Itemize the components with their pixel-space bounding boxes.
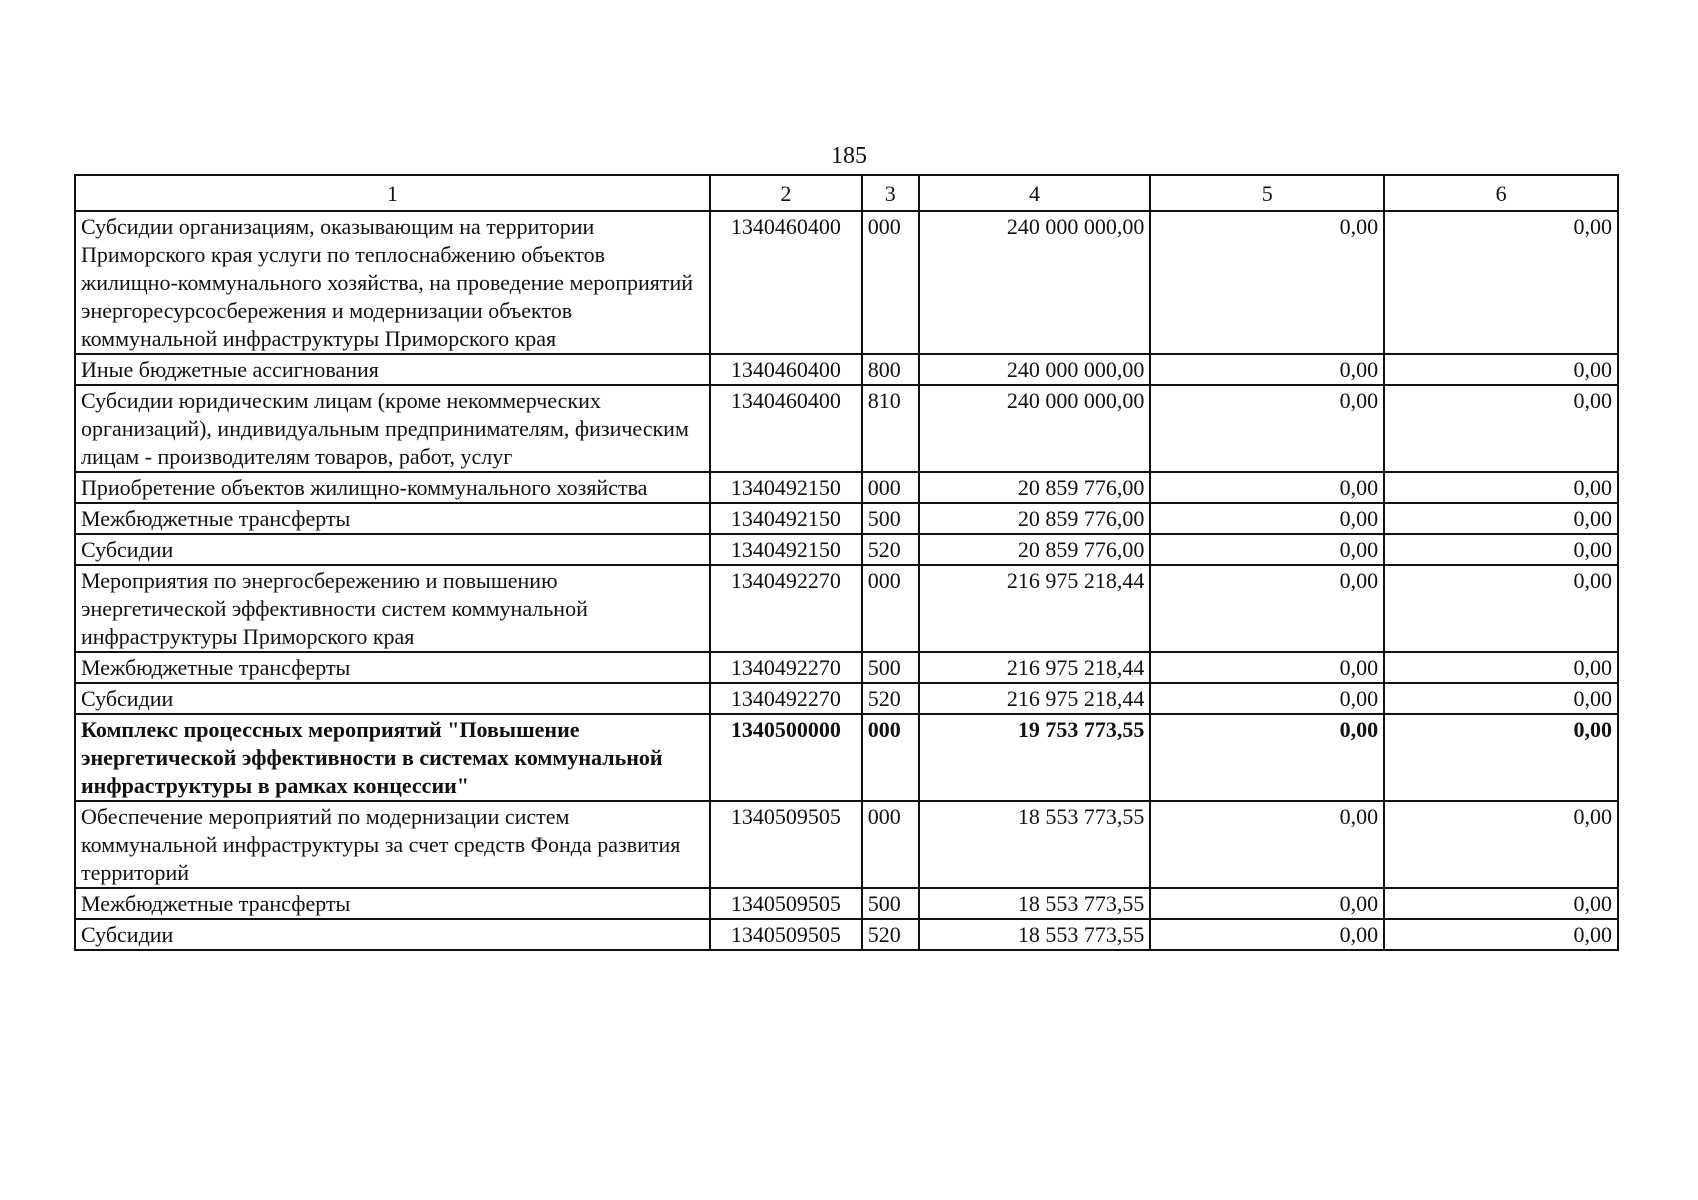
amount-col6-cell: 0,00 (1384, 534, 1618, 565)
amount-col4-cell: 240 000 000,00 (919, 211, 1151, 354)
amount-col6-cell: 0,00 (1384, 565, 1618, 652)
expense-type-cell: 000 (862, 801, 919, 888)
row-name-cell: Субсидии (75, 919, 710, 950)
row-name-cell: Межбюджетные трансферты (75, 503, 710, 534)
target-code-cell: 1340500000 (710, 714, 862, 801)
expense-type-cell: 500 (862, 652, 919, 683)
target-code-cell: 1340492270 (710, 565, 862, 652)
column-header-5: 5 (1150, 175, 1384, 211)
row-name-cell: Межбюджетные трансферты (75, 652, 710, 683)
table-body (75, 211, 1618, 950)
table-row (75, 385, 1618, 472)
amount-col4-cell: 240 000 000,00 (919, 385, 1151, 472)
column-header-6: 6 (1384, 175, 1618, 211)
amount-col4-cell: 18 553 773,55 (919, 801, 1151, 888)
amount-col5-cell: 0,00 (1150, 385, 1384, 472)
target-code-cell: 1340492150 (710, 472, 862, 503)
amount-col4-cell: 216 975 218,44 (919, 683, 1151, 714)
row-name-cell: Иные бюджетные ассигнования (75, 354, 710, 385)
column-header-4: 4 (919, 175, 1151, 211)
amount-col4-cell: 216 975 218,44 (919, 565, 1151, 652)
expense-type-cell: 500 (862, 888, 919, 919)
row-name-cell: Мероприятия по энергосбережению и повышению энергетической эффективности систем коммунальной инфраструктуры Приморского края (75, 565, 710, 652)
column-header-3: 3 (862, 175, 919, 211)
target-code-cell: 1340460400 (710, 354, 862, 385)
table-row (75, 534, 1618, 565)
table-header-row (75, 175, 1618, 211)
expense-type-cell: 000 (862, 565, 919, 652)
table-row (75, 503, 1618, 534)
expense-type-cell: 000 (862, 472, 919, 503)
amount-col4-cell: 240 000 000,00 (919, 354, 1151, 385)
amount-col5-cell: 0,00 (1150, 565, 1384, 652)
amount-col6-cell: 0,00 (1384, 385, 1618, 472)
amount-col6-cell: 0,00 (1384, 503, 1618, 534)
row-name-cell: Субсидии (75, 683, 710, 714)
amount-col5-cell: 0,00 (1150, 683, 1384, 714)
target-code-cell: 1340509505 (710, 888, 862, 919)
expense-type-cell: 810 (862, 385, 919, 472)
expense-type-cell: 800 (862, 354, 919, 385)
amount-col4-cell: 20 859 776,00 (919, 534, 1151, 565)
target-code-cell: 1340492150 (710, 534, 862, 565)
amount-col4-cell: 19 753 773,55 (919, 714, 1151, 801)
expense-type-cell: 520 (862, 534, 919, 565)
amount-col5-cell: 0,00 (1150, 503, 1384, 534)
row-name-cell: Приобретение объектов жилищно-коммунального хозяйства (75, 472, 710, 503)
table-row (75, 888, 1618, 919)
column-header-1: 1 (75, 175, 710, 211)
expense-type-cell: 000 (862, 714, 919, 801)
table-row (75, 565, 1618, 652)
table-row (75, 652, 1618, 683)
row-name-cell: Комплекс процессных мероприятий "Повышение энергетической эффективности в системах коммунальной инфраструктуры в рамках концессии" (75, 714, 710, 801)
amount-col6-cell: 0,00 (1384, 354, 1618, 385)
target-code-cell: 1340492270 (710, 683, 862, 714)
amount-col5-cell: 0,00 (1150, 472, 1384, 503)
target-code-cell: 1340492150 (710, 503, 862, 534)
budget-table (74, 174, 1619, 951)
table-row (75, 919, 1618, 950)
amount-col6-cell: 0,00 (1384, 714, 1618, 801)
table-row (75, 801, 1618, 888)
expense-type-cell: 500 (862, 503, 919, 534)
amount-col5-cell: 0,00 (1150, 534, 1384, 565)
amount-col5-cell: 0,00 (1150, 888, 1384, 919)
amount-col6-cell: 0,00 (1384, 801, 1618, 888)
row-name-cell: Обеспечение мероприятий по модернизации систем коммунальной инфраструктуры за счет средств Фонда развития территорий (75, 801, 710, 888)
target-code-cell: 1340460400 (710, 385, 862, 472)
amount-col4-cell: 18 553 773,55 (919, 919, 1151, 950)
table-row (75, 211, 1618, 354)
amount-col6-cell: 0,00 (1384, 919, 1618, 950)
target-code-cell: 1340460400 (710, 211, 862, 354)
amount-col4-cell: 18 553 773,55 (919, 888, 1151, 919)
page-number: 185 (831, 143, 867, 169)
amount-col5-cell: 0,00 (1150, 211, 1384, 354)
amount-col6-cell: 0,00 (1384, 683, 1618, 714)
table-row (75, 354, 1618, 385)
target-code-cell: 1340509505 (710, 801, 862, 888)
target-code-cell: 1340492270 (710, 652, 862, 683)
row-name-cell: Субсидии организациям, оказывающим на территории Приморского края услуги по теплоснабжению объектов жилищно-коммунального хозяйства, на проведение мероприятий энергоресурсосбережения и модернизации объектов коммунальной инфраструктуры Приморского края (75, 211, 710, 354)
amount-col6-cell: 0,00 (1384, 472, 1618, 503)
amount-col6-cell: 0,00 (1384, 652, 1618, 683)
table-row (75, 714, 1618, 801)
row-name-cell: Субсидии (75, 534, 710, 565)
amount-col5-cell: 0,00 (1150, 714, 1384, 801)
amount-col5-cell: 0,00 (1150, 919, 1384, 950)
amount-col6-cell: 0,00 (1384, 211, 1618, 354)
amount-col5-cell: 0,00 (1150, 801, 1384, 888)
amount-col4-cell: 20 859 776,00 (919, 503, 1151, 534)
amount-col6-cell: 0,00 (1384, 888, 1618, 919)
expense-type-cell: 520 (862, 683, 919, 714)
row-name-cell: Межбюджетные трансферты (75, 888, 710, 919)
expense-type-cell: 000 (862, 211, 919, 354)
row-name-cell: Субсидии юридическим лицам (кроме некоммерческих организаций), индивидуальным предпринимателям, физическим лицам - производителям товаров, работ, услуг (75, 385, 710, 472)
column-header-2: 2 (710, 175, 862, 211)
table-row (75, 472, 1618, 503)
expense-type-cell: 520 (862, 919, 919, 950)
amount-col4-cell: 216 975 218,44 (919, 652, 1151, 683)
amount-col5-cell: 0,00 (1150, 652, 1384, 683)
amount-col4-cell: 20 859 776,00 (919, 472, 1151, 503)
amount-col5-cell: 0,00 (1150, 354, 1384, 385)
table-row (75, 683, 1618, 714)
target-code-cell: 1340509505 (710, 919, 862, 950)
